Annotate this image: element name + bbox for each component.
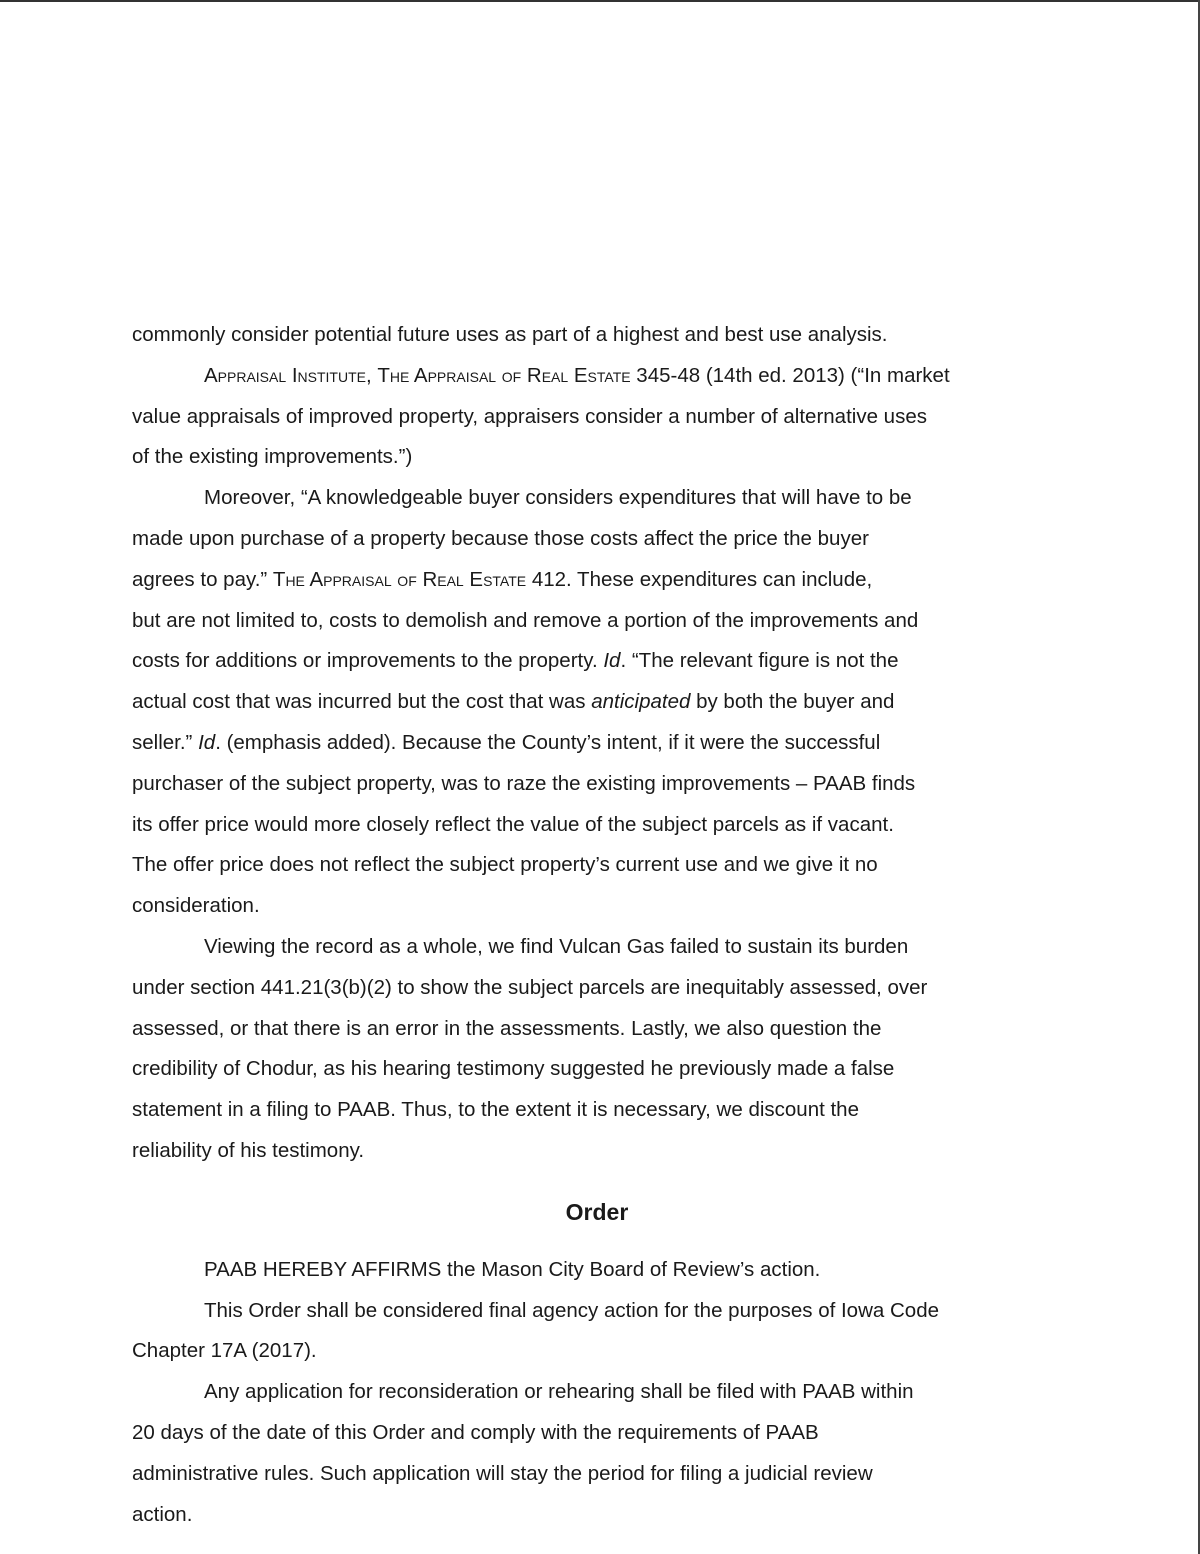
citation-text: The Appraisal of Real Estate — [377, 363, 631, 387]
text-line — [132, 845, 1062, 886]
text-line — [132, 723, 1062, 764]
text-segment: by both the buyer and — [690, 690, 895, 714]
order-body — [132, 1250, 1062, 1536]
text-line — [132, 519, 1062, 560]
text-segment: commonly consider potential future uses as part of a highest and best use analysis. — [132, 323, 888, 346]
scan-edge-top — [0, 0, 1200, 2]
text-line — [132, 1131, 1062, 1172]
text-segment: credibility of Chodur, as his hearing testimony suggested he previously made a false — [132, 1057, 895, 1081]
text-segment: Viewing the record as a whole, we find Vulcan Gas failed to sustain its burden — [204, 934, 909, 958]
text-line — [132, 1413, 1062, 1454]
text-segment: 345-48 (14th ed. 2013) (“In market — [630, 363, 950, 387]
opinion-body — [132, 315, 1062, 1172]
text-segment: 20 days of the date of this Order and comply with the requirements of PAAB — [132, 1420, 819, 1444]
text-segment: made upon purchase of a property because those costs affect the price the buyer — [132, 526, 869, 550]
text-segment: assessed, or that there is an error in the assessments. Lastly, we also question the — [132, 1016, 882, 1040]
text-line — [132, 478, 1062, 519]
text-line — [132, 805, 1062, 846]
text-line — [132, 1454, 1062, 1495]
text-segment: . “The relevant figure is not the — [620, 649, 899, 673]
document-page — [132, 315, 1062, 1535]
text-segment: PAAB HEREBY AFFIRMS the Mason City Board of Review’s action. — [204, 1257, 821, 1281]
text-segment: actual cost that was incurred but the cost that was — [132, 690, 592, 714]
text-segment: Moreover, “A knowledgeable buyer considers expenditures that will have to be — [204, 486, 912, 510]
text-segment: 412. These expenditures can include, — [526, 567, 873, 591]
text-segment: reliability of his testimony. — [132, 1138, 365, 1162]
text-segment: its offer price would more closely reflect the value of the subject parcels as if vacant. — [132, 812, 894, 836]
text-line — [132, 437, 1062, 478]
text-line — [132, 682, 1062, 723]
text-segment: , — [365, 363, 378, 387]
text-segment: seller.” — [132, 730, 199, 754]
text-line — [132, 1291, 1062, 1332]
text-segment: under section 441.21(3(b)(2) to show the subject parcels are inequitably assessed, over — [132, 975, 928, 999]
text-line — [132, 560, 1062, 601]
text-segment: Chapter 17A (2017). — [132, 1339, 317, 1363]
order-heading: Order — [565, 1198, 629, 1225]
text-line — [132, 968, 1062, 1009]
text-segment: This Order shall be considered final agency action for the purposes of Iowa Code — [204, 1298, 939, 1322]
text-line — [132, 1090, 1062, 1131]
text-line — [132, 601, 1062, 642]
text-segment: purchaser of the subject property, was to raze the existing improvements – PAAB finds — [132, 771, 916, 795]
text-segment: administrative rules. Such application will stay the period for filing a judicial review — [132, 1461, 873, 1485]
text-segment: The offer price does not reflect the subject property’s current use and we give it no — [132, 853, 878, 877]
text-line — [132, 1495, 1062, 1536]
text-segment: but are not limited to, costs to demolish and remove a portion of the improvements and — [132, 608, 919, 632]
text-line — [132, 356, 1062, 397]
text-line — [132, 315, 1062, 356]
italic-text: Id — [198, 730, 216, 754]
italic-text: anticipated — [591, 690, 691, 714]
text-line — [132, 1009, 1062, 1050]
text-line — [132, 1331, 1062, 1372]
text-segment: consideration. — [132, 894, 260, 918]
text-line — [132, 641, 1062, 682]
text-segment: action. — [132, 1502, 193, 1526]
text-segment: of the existing improvements.”) — [132, 445, 413, 469]
text-segment: . (emphasis added). Because the County’s intent, if it were the successful — [215, 730, 881, 754]
text-line — [132, 764, 1062, 805]
text-line — [132, 927, 1062, 968]
text-segment: statement in a filing to PAAB. Thus, to the extent it is necessary, we discount the — [132, 1098, 859, 1122]
text-segment: agrees to pay.” — [132, 567, 273, 591]
text-segment: Any application for reconsideration or rehearing shall be filed with PAAB within — [204, 1380, 914, 1404]
text-line — [132, 886, 1062, 927]
citation-text: The Appraisal of Real Estate — [272, 567, 527, 591]
text-line — [132, 397, 1062, 438]
text-segment: value appraisals of improved property, appraisers consider a number of alternative uses — [132, 404, 927, 428]
text-line — [132, 1372, 1062, 1413]
text-line — [132, 1049, 1062, 1090]
text-segment: costs for additions or improvements to the property. — [132, 649, 604, 673]
italic-text: Id — [603, 649, 621, 673]
citation-text: Appraisal Institute — [204, 363, 366, 387]
text-line — [132, 1250, 1062, 1291]
